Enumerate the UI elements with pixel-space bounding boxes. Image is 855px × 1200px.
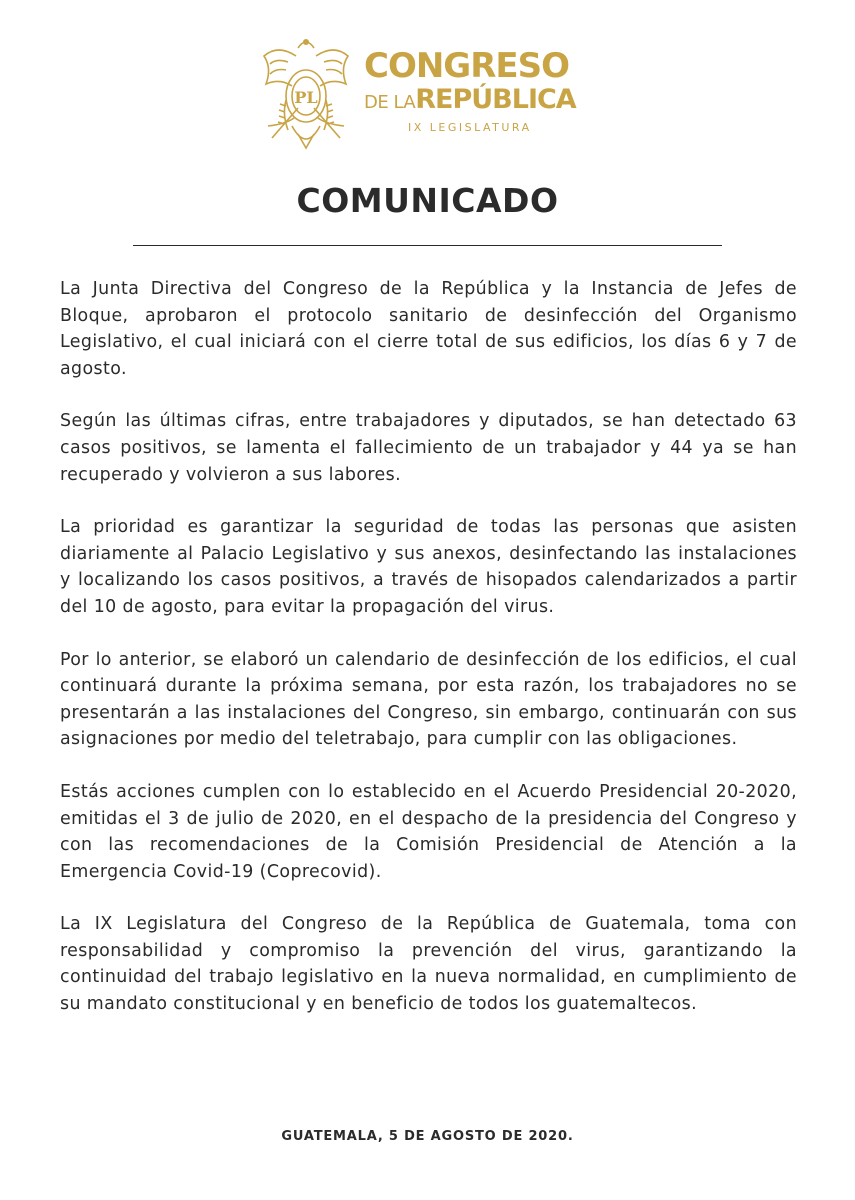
paragraph: Estás acciones cumplen con lo establecido en el Acuerdo Presidencial 20-2020, emitidas el 3 de julio de 2020, en el despacho de la presidencia del Congreso y con las recomendaciones de la Comisión Presidencial de Atención a la Emergencia Covid-19 (Coprecovid). [60,781,797,882]
legislatura-label: IX LEGISLATURA [408,121,532,134]
brand-subtitle [364,84,604,115]
brand-subtitle-big: REPÚBLICA [415,84,576,115]
title-divider [133,245,722,246]
paragraph: Según las últimas cifras, entre trabajadores y diputados, se han detectado 63 casos positivos, se lamenta el fallecimiento de un trabajador y 44 ya se han recuperado y volvieron a sus labores. [60,411,797,485]
page-title: COMUNICADO [296,181,559,220]
date-footer: GUATEMALA, 5 DE AGOSTO DE 2020. [281,1129,574,1144]
brand-wordmark [364,48,604,134]
brand-subtitle-small: DE LA [364,92,416,113]
brand-title: CONGRESO [364,46,570,86]
document-body [60,276,797,1044]
paragraph: La prioridad es garantizar la seguridad de todas las personas que asisten diariamente al Palacio Legislativo y sus anexos, desinfectando las instalaciones y localizando los casos positivos, a través de hisopados calendarizados a partir del 10 de agosto, para evitar la propagación del virus. [60,517,797,617]
paragraph: La Junta Directiva del Congreso de la República y la Instancia de Jefes de Bloque, aprobaron el protocolo sanitario de desinfección del Organismo Legislativo, el cual iniciará con el cierre total de sus edificios, los días 6 y 7 de agosto. [60,279,797,379]
paragraph: Por lo anterior, se elaboró un calendario de desinfección de los edificios, el cual continuará durante la próxima semana, por esta razón, los trabajadores no se presentarán a las instalaciones del Congreso, sin embargo, continuarán con sus asignaciones por medio del teletrabajo, para cumplir con las obligaciones. [60,649,797,750]
congress-coat-of-arms-icon [258,34,354,152]
paragraph: La IX Legislatura del Congreso de la República de Guatemala, toma con responsabilidad y compromiso la prevención del virus, garantizando la continuidad del trabajo legislativo en la nueva normalidad, en cumplimiento de su mandato constitucional y en beneficio de todos los guatemaltecos. [60,914,797,1015]
emblem-monogram: PL [294,88,318,107]
letterhead [258,34,608,154]
